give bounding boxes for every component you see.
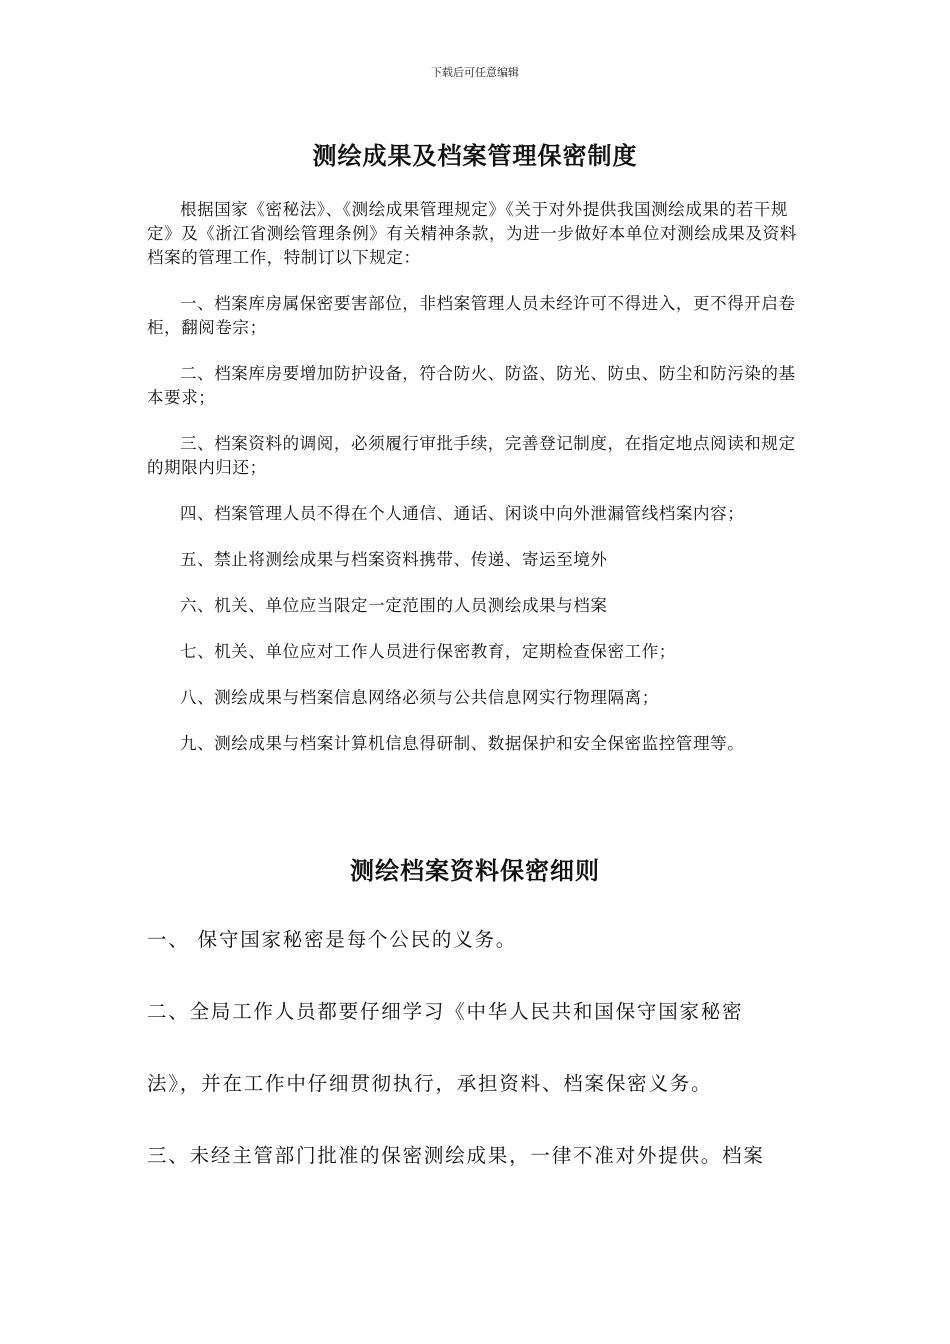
regulation-body	[147, 198, 807, 778]
regulation-item-4: 四、档案管理人员不得在个人通信、通话、闲谈中向外泄漏管线档案内容；	[180, 504, 745, 523]
regulation-item-8: 八、测绘成果与档案信息网络必须与公共信息网实行物理隔离；	[180, 688, 659, 707]
regulation-item-9: 九、测绘成果与档案计算机信息得研制、数据保护和安全保密监控管理等。	[180, 734, 745, 753]
document-title: 测绘成果及档案管理保密制度	[312, 141, 638, 170]
rule-line-1: 一、 保守国家秘密是每个公民的义务。	[147, 928, 518, 951]
rule-line-4: 三、未经主管部门批准的保密测绘成果，一律不准对外提供。档案	[147, 1144, 765, 1167]
regulation-item-6: 六、机关、单位应当限定一定范围的人员测绘成果与档案	[180, 596, 608, 615]
rule-line-2: 二、全局工作人员都要仔细学习《中华人民共和国保守国家秘密	[147, 1000, 744, 1023]
intro-paragraph: 根据国家《密秘法》、《测绘成果管理规定》《关于对外提供我国测绘成果的若干规定》及《浙江省测绘管理条例》有关精神条款，为进一步做好本单位对测绘成果及资料档案的管理工作，特制订以下规定：	[147, 200, 797, 267]
regulation-item-5: 五、禁止将测绘成果与档案资料携带、传递、寄运至境外	[180, 550, 608, 569]
regulation-item-7: 七、机关、单位应对工作人员进行保密教育，定期检查保密工作；	[180, 642, 676, 661]
rules-body	[147, 920, 807, 1208]
regulation-item-1: 一、档案库房属保密要害部位，非档案管理人员未经许可不得进入，更不得开启卷柜，翻阅卷宗；	[147, 294, 796, 337]
regulation-item-2: 二、档案库房要增加防护设备，符合防火、防盗、防光、防虫、防尘和防污染的基本要求；	[147, 364, 796, 407]
regulation-item-3: 三、档案资料的调阅，必须履行审批手续，完善登记制度，在指定地点阅读和规定的期限内归还；	[147, 434, 796, 477]
section-title: 测绘档案资料保密细则	[350, 856, 600, 885]
header-note: 下载后可任意编辑	[431, 66, 519, 79]
rule-line-3: 法》，并在工作中仔细贯彻执行，承担资料、档案保密义务。	[147, 1072, 713, 1095]
